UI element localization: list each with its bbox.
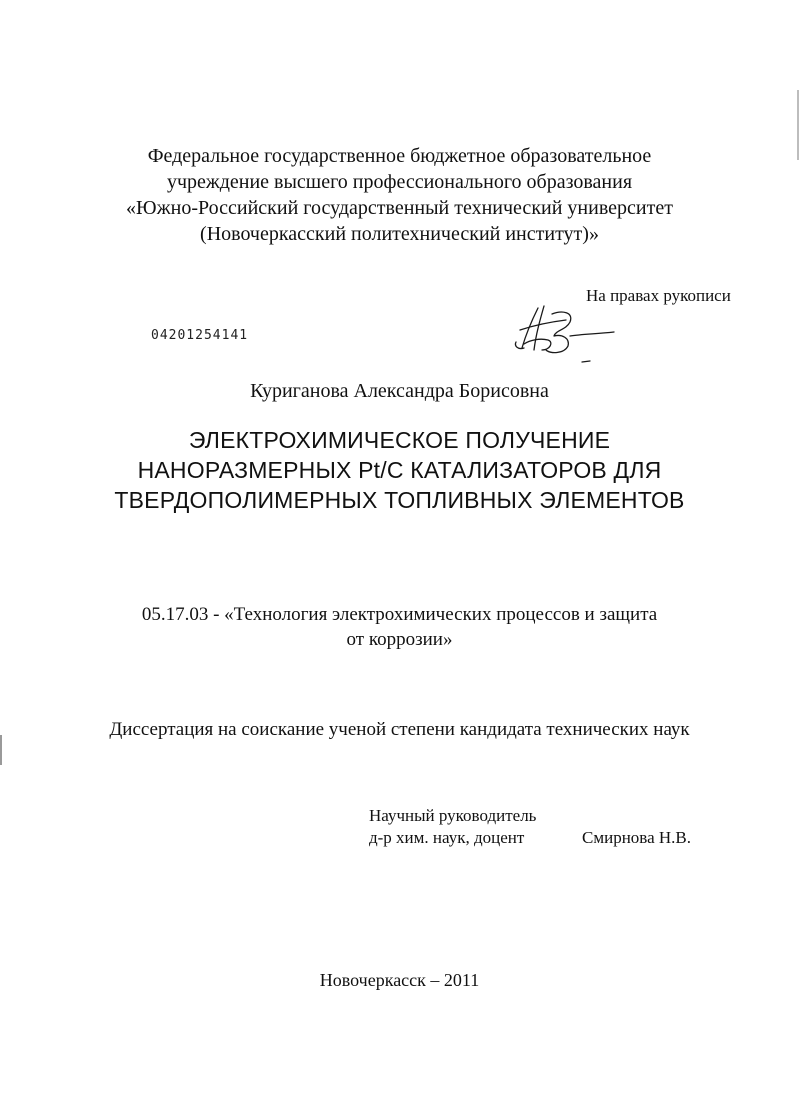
organization-line-2: учреждение высшего профессионального образования xyxy=(166,171,633,193)
organization-line-4: (Новочеркасский политехнический институт)» xyxy=(200,223,599,245)
specialty-line-1: 05.17.03 - «Технология электрохимических процессов и защита xyxy=(141,604,658,625)
place-and-year: Новочеркасск – 2011 xyxy=(319,970,480,990)
dissertation-title-line-1: ЭЛЕКТРОХИМИЧЕСКОЕ ПОЛУЧЕНИЕ xyxy=(188,427,611,453)
degree-statement: Диссертация на соискание ученой степени кандидата технических наук xyxy=(109,719,690,740)
manuscript-rights-note: На правах рукописи xyxy=(586,286,731,305)
organization-line-1: Федеральное государственное бюджетное образовательное xyxy=(147,145,652,167)
supervisor-name: Смирнова Н.В. xyxy=(582,828,692,847)
supervisor-credentials: д-р хим. наук, доцент xyxy=(369,828,525,847)
author-signature xyxy=(510,300,620,370)
organization-line-3: «Южно-Российский государственный технический университет xyxy=(126,197,673,219)
specialty-line-2: от коррозии» xyxy=(346,629,453,650)
dissertation-title-line-3: ТВЕРДОПОЛИМЕРНЫХ ТОПЛИВНЫХ ЭЛЕМЕНТОВ xyxy=(114,487,685,513)
registration-code: 04201254141 xyxy=(151,328,249,343)
author-name: Куриганова Александра Борисовна xyxy=(250,380,549,402)
supervisor-label: Научный руководитель xyxy=(369,806,537,825)
dissertation-title-line-2: НАНОРАЗМЕРНЫХ Pt/C КАТАЛИЗАТОРОВ ДЛЯ xyxy=(137,457,662,483)
